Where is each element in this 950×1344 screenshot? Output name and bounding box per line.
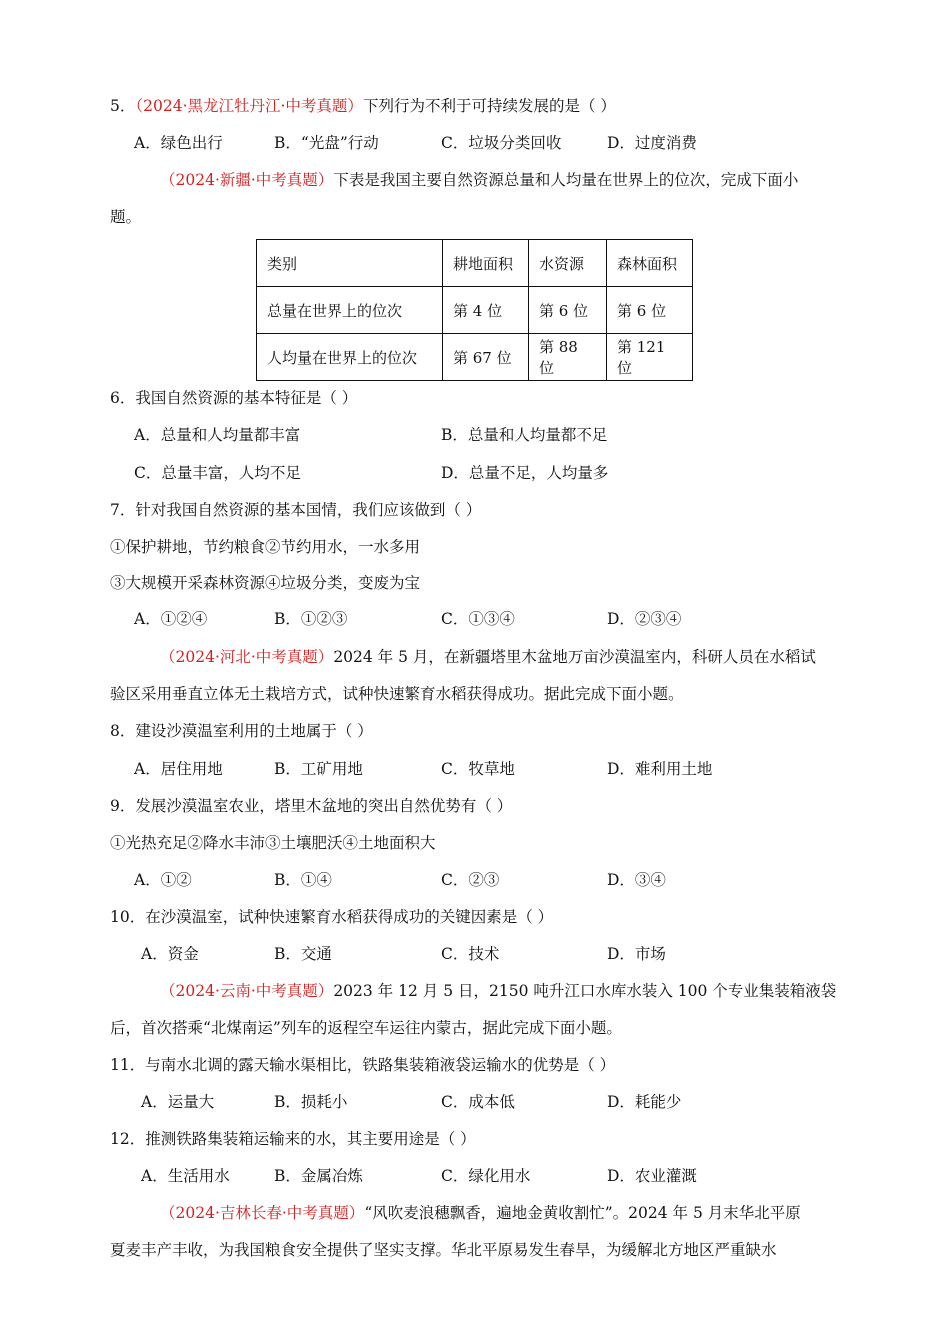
option-b: B．工矿用地 [274, 760, 363, 778]
question-5: 5．（2024·黑龙江牡丹江·中考真题）下列行为不利于可持续发展的是（ ） [110, 97, 616, 115]
option-d: D．总量不足，人均量多 [441, 464, 609, 482]
option-c: C．成本低 [441, 1093, 515, 1111]
intro-hebei-cont: 验区采用垂直立体无土栽培方式，试种快速繁育水稻获得成功。据此完成下面小题。 [110, 685, 684, 703]
table-header: 森林面积 [607, 240, 693, 287]
intro-yunnan: （2024·云南·中考真题）2023 年 12 月 5 日，2150 吨升江口水库水装入 100 个专业集装箱液袋 [160, 982, 837, 1000]
intro-hebei: （2024·河北·中考真题）2024 年 5 月，在新疆塔里木盆地万亩沙漠温室内，科研人员在水稻试 [160, 648, 816, 666]
option-a: A．绿色出行 [134, 134, 223, 152]
option-a: A．运量大 [141, 1093, 215, 1111]
option-c: C．①③④ [441, 610, 515, 628]
intro-xinjiang-cont: 题。 [110, 208, 142, 226]
option-b: B．损耗小 [274, 1093, 348, 1111]
option-b: B．①④ [274, 871, 332, 889]
table-header-row [257, 240, 693, 287]
option-a: A．①② [134, 871, 192, 889]
option-a: A．①②④ [134, 610, 208, 628]
option-b: B．金属冶炼 [274, 1167, 363, 1185]
statement-line: ③大规模开采森林资源④垃圾分类，变废为宝 [110, 574, 421, 592]
intro-yunnan-cont: 后，首次搭乘“北煤南运”列车的返程空车运往内蒙古，据此完成下面小题。 [110, 1019, 622, 1037]
intro-jilin-cont: 夏麦丰产丰收，为我国粮食安全提供了坚实支撑。华北平原易发生春旱，为缓解北方地区严重缺水 [110, 1241, 777, 1259]
option-d: D．②③④ [607, 610, 682, 628]
question-7: 7．针对我国自然资源的基本国情，我们应该做到（ ） [110, 501, 482, 519]
statement-line: ①光热充足②降水丰沛③土壤肥沃④土地面积大 [110, 834, 436, 852]
question-12: 12．推测铁路集装箱运输来的水，其主要用途是（ ） [110, 1130, 476, 1148]
option-d: D．难利用土地 [607, 760, 713, 778]
question-text: 下列行为不利于可持续发展的是（ ） [362, 97, 616, 115]
option-c: C．总量丰富，人均不足 [134, 464, 301, 482]
question-9: 9．发展沙漠温室农业，塔里木盆地的突出自然优势有（ ） [110, 797, 513, 815]
option-b: B．总量和人均量都不足 [441, 426, 608, 444]
table-row [257, 287, 693, 334]
option-b: B．交通 [274, 945, 332, 963]
option-c: C．绿化用水 [441, 1167, 531, 1185]
table-cell: 第 67 位 [443, 334, 529, 381]
option-c: C．②③ [441, 871, 500, 889]
option-b: B．①②③ [274, 610, 348, 628]
table-cell: 第 6 位 [607, 287, 693, 334]
option-d: D．过度消费 [607, 134, 697, 152]
table-cell: 第 4 位 [443, 287, 529, 334]
intro-jilin: （2024·吉林长春·中考真题）“风吹麦浪穗飘香，遍地金黄收割忙”。2024 年 5 月末华北平原 [160, 1204, 801, 1222]
question-6: 6．我国自然资源的基本特征是（ ） [110, 389, 358, 407]
table-header: 类别 [257, 240, 443, 287]
question-11: 11．与南水北调的露天输水渠相比，铁路集装箱液袋运输水的优势是（ ） [110, 1056, 616, 1074]
source-tag: （2024·河北·中考真题） [160, 648, 334, 666]
intro-xinjiang: （2024·新疆·中考真题）下表是我国主要自然资源总量和人均量在世界上的位次，完成下面小 [160, 171, 799, 189]
table-row [257, 334, 693, 381]
source-tag: （2024·云南·中考真题） [160, 982, 334, 1000]
table-cell: 第 6 位 [529, 287, 607, 334]
table-cell: 人均量在世界上的位次 [257, 334, 443, 381]
option-b: B．“光盘”行动 [274, 134, 379, 152]
source-tag: （2024·吉林长春·中考真题） [160, 1204, 365, 1222]
question-8: 8．建设沙漠温室利用的土地属于（ ） [110, 722, 373, 740]
table-header: 水资源 [529, 240, 607, 287]
table-cell: 第 121 位 [607, 334, 693, 381]
option-a: A．资金 [141, 945, 199, 963]
option-d: D．农业灌溉 [607, 1167, 697, 1185]
option-c: C．垃圾分类回收 [441, 134, 562, 152]
option-d: D．③④ [607, 871, 666, 889]
option-c: C．技术 [441, 945, 500, 963]
source-tag: （2024·新疆·中考真题） [160, 171, 334, 189]
option-c: C．牧草地 [441, 760, 515, 778]
table-cell: 总量在世界上的位次 [257, 287, 443, 334]
question-10: 10．在沙漠温室，试种快速繁育水稻获得成功的关键因素是（ ） [110, 908, 554, 926]
table-header: 耕地面积 [443, 240, 529, 287]
table-cell: 第 88 位 [529, 334, 607, 381]
option-d: D．市场 [607, 945, 666, 963]
option-a: A．居住用地 [134, 760, 223, 778]
source-tag: （2024·黑龙江牡丹江·中考真题） [135, 97, 363, 115]
resource-table [256, 239, 693, 381]
option-a: A．总量和人均量都丰富 [134, 426, 301, 444]
option-d: D．耗能少 [607, 1093, 682, 1111]
statement-line: ①保护耕地，节约粮食②节约用水，一水多用 [110, 538, 421, 556]
option-a: A．生活用水 [141, 1167, 230, 1185]
